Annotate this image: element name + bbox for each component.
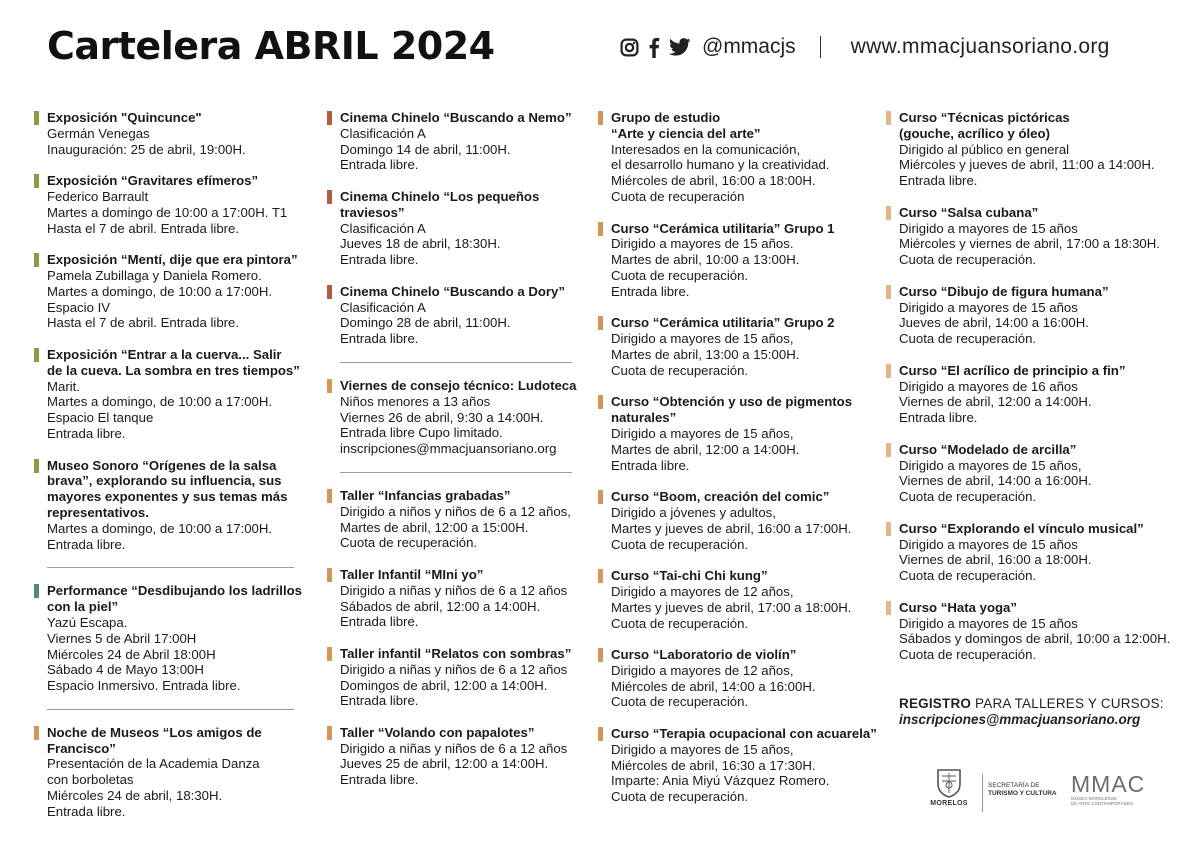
section-divider (340, 472, 572, 473)
event-detail: Miércoles de abril, 14:00 a 16:00H. (611, 678, 816, 694)
mmac-logo (1071, 772, 1145, 806)
registration-label-rest: PARA TALLERES Y CURSOS: (971, 696, 1164, 711)
event-detail: Dirigido a niñas y niños de 6 a 12 años (340, 582, 568, 598)
column-3 (598, 110, 880, 805)
event-detail: Entrada libre. (340, 157, 419, 173)
event-detail: con borboletas (47, 772, 134, 788)
event-title: Curso “Laboratorio de violín” (611, 647, 797, 663)
event-entry (327, 189, 582, 268)
event-entry (886, 442, 1186, 505)
event-detail: Miércoles y viernes de abril, 17:00 a 18:30H. (899, 236, 1160, 252)
event-title: Noche de Museos “Los amigos de (47, 724, 262, 740)
event-detail: Hasta el 7 de abril. Entrada libre. (47, 220, 240, 236)
twitter-icon[interactable] (669, 38, 691, 56)
event-detail: Dirigido a mayores de 15 años (899, 220, 1078, 236)
event-detail: Dirigido a mayores de 15 años, (899, 457, 1082, 473)
event-title: Curso “Tai-chi Chi kung” (611, 568, 768, 584)
event-detail[interactable]: inscripciones@mmacjuansoriano.org (340, 441, 557, 457)
event-detail: Cuota de recuperación. (899, 331, 1037, 347)
event-detail: Imparte: Ania Miyú Vázquez Romero. (611, 773, 830, 789)
event-entry (34, 583, 304, 694)
event-detail: Martes a domingo de 10:00 a 17:00H. T1 (47, 204, 288, 220)
event-entry (327, 110, 582, 173)
header-divider (820, 36, 821, 58)
event-detail: Federico Barrault (47, 188, 149, 204)
event-detail: Viernes de abril, 14:00 a 16:00H. (899, 473, 1092, 489)
event-detail: Entrada libre. (899, 410, 978, 426)
event-detail: Jueves de abril, 14:00 a 16:00H. (899, 315, 1089, 331)
mmac-subtitle-1: MUSEO MORELENSE (1071, 796, 1118, 801)
event-detail: Domingo 14 de abril, 11:00H. (340, 141, 511, 157)
website-link[interactable]: www.mmacjuansoriano.org (850, 35, 1110, 58)
registration-label (899, 696, 1164, 712)
event-detail: Martes y jueves de abril, 16:00 a 17:00H. (611, 520, 852, 536)
event-title: Taller infantil “Relatos con sombras” (340, 645, 572, 661)
event-entry (327, 725, 582, 788)
event-title: Taller “Infancias grabadas” (340, 487, 511, 503)
event-detail: Sábado 4 de Mayo 13:00H (47, 662, 204, 678)
event-detail: Dirigido al público en general (899, 141, 1070, 157)
event-detail: Clasificación A (340, 299, 426, 315)
event-title: Exposición “Mentí, dije que era pintora” (47, 252, 298, 268)
event-detail: Espacio El tanque (47, 410, 154, 426)
event-detail: Clasificación A (340, 125, 426, 141)
event-detail: Viernes de abril, 12:00 a 14:00H. (899, 394, 1092, 410)
column-1 (34, 110, 304, 820)
event-entry (598, 221, 880, 300)
section-divider (47, 709, 294, 710)
event-title: Francisco” (47, 740, 116, 756)
event-detail: Cuota de recuperación. (611, 789, 749, 805)
event-title: Exposición “Entrar a la cuerva... Salir (47, 346, 282, 362)
registration-box (899, 696, 1164, 728)
event-title: Performance “Desdibujando los ladrillos (47, 583, 303, 599)
event-detail: Cuota de recuperación. (899, 489, 1037, 505)
event-detail: Inauguración: 25 de abril, 19:00H. (47, 141, 246, 157)
event-detail: Hasta el 7 de abril. Entrada libre. (47, 315, 240, 331)
registration-email[interactable]: inscripciones@mmacjuansoriano.org (899, 712, 1141, 727)
event-entry (34, 173, 304, 236)
event-detail: Martes de abril, 12:00 a 15:00H. (340, 519, 529, 535)
mmac-wordmark: MMAC (1071, 771, 1146, 797)
event-detail: Germán Venegas (47, 125, 150, 141)
event-detail: Martes a domingo, de 10:00 a 17:00H. (47, 394, 273, 410)
event-detail: Martes a domingo, de 10:00 a 17:00H. (47, 283, 273, 299)
header (0, 0, 1200, 90)
page-title: Cartelera ABRIL 2024 (47, 24, 495, 68)
event-detail: Entrada libre. (340, 614, 419, 630)
event-detail: Martes de abril, 12:00 a 14:00H. (611, 441, 800, 457)
event-entry (598, 568, 880, 631)
secretaria-line-2: TURISMO Y CULTURA (988, 790, 1057, 797)
event-detail: Domingos de abril, 12:00 a 14:00H. (340, 677, 548, 693)
event-detail: Miércoles de abril, 16:00 a 18:00H. (611, 173, 816, 189)
event-title: Viernes de consejo técnico: Ludoteca (340, 377, 577, 393)
event-detail: Domingo 28 de abril, 11:00H. (340, 315, 511, 331)
event-detail: Entrada libre Cupo limitado. (340, 425, 503, 441)
event-detail: Dirigido a mayores de 12 años, (611, 583, 794, 599)
event-entry (598, 110, 880, 205)
event-detail: Dirigido a mayores de 15 años. (611, 236, 794, 252)
event-detail: Cuota de recuperación. (611, 536, 749, 552)
event-entry (886, 600, 1186, 663)
event-detail: Pamela Zubillaga y Daniela Romero. (47, 267, 262, 283)
event-detail: Martes de abril, 10:00 a 13:00H. (611, 252, 800, 268)
event-detail: Martes a domingo, de 10:00 a 17:00H. (47, 520, 273, 536)
event-detail: Jueves 25 de abril, 12:00 a 14:00H. (340, 756, 549, 772)
logo-divider (982, 774, 983, 812)
event-detail: Yazú Escapa. (47, 614, 128, 630)
event-entry (34, 110, 304, 157)
event-detail: Presentación de la Academia Danza (47, 756, 260, 772)
event-detail: Dirigido a mayores de 12 años, (611, 662, 794, 678)
event-title: de la cueva. La sombra en tres tiempos” (47, 362, 300, 378)
event-detail: Clasificación A (340, 220, 426, 236)
secretaria-line-1: SECRETARÍA DE (988, 782, 1040, 789)
event-detail: Miércoles de abril, 16:30 a 17:30H. (611, 757, 816, 773)
secretaria-logo (988, 782, 1057, 798)
event-detail: Interesados en la comunicación, (611, 141, 801, 157)
event-detail: Sábados y domingos de abril, 10:00 a 12:00H. (899, 631, 1171, 647)
registration-label-bold: REGISTRO (899, 696, 972, 711)
event-entry (327, 567, 582, 630)
event-title: naturales” (611, 410, 677, 426)
event-title: Curso “Salsa cubana” (899, 204, 1039, 220)
event-detail: Espacio IV (47, 299, 111, 315)
event-detail: Sábados de abril, 12:00 a 14:00H. (340, 598, 541, 614)
instagram-icon[interactable] (620, 38, 639, 57)
event-title: brava”, explorando su influencia, sus (47, 473, 282, 489)
event-detail: Cuota de recuperación. (611, 615, 749, 631)
event-detail: Entrada libre. (611, 457, 690, 473)
event-detail: Niños menores a 13 años (340, 393, 491, 409)
event-detail: Dirigido a niñas y niños de 6 a 12 años (340, 740, 568, 756)
morelos-text: MORELOS (930, 800, 968, 807)
event-entry (886, 521, 1186, 584)
event-entry (327, 488, 582, 551)
event-detail: Marit. (47, 378, 80, 394)
event-detail: Cuota de recuperación. (611, 694, 749, 710)
event-detail: el desarrollo humano y la creatividad. (611, 157, 830, 173)
event-entry (886, 205, 1186, 268)
event-title: “Arte y ciencia del arte” (611, 125, 761, 141)
event-entry (886, 110, 1186, 189)
mmac-subtitle-2: DE ARTE CONTEMPORÁNEO (1071, 801, 1134, 806)
event-title: Grupo de estudio (611, 110, 721, 125)
event-entry (34, 458, 304, 553)
event-detail: Cuota de recuperación. (611, 362, 749, 378)
event-detail: Miércoles 24 de Abril 18:00H (47, 646, 216, 662)
event-detail: Dirigido a mayores de 16 años (899, 378, 1078, 394)
event-entry (886, 363, 1186, 426)
event-title: Curso “Cerámica utilitaria” Grupo 2 (611, 315, 835, 331)
event-title: (gouche, acrílico y óleo) (899, 125, 1050, 141)
event-detail: Dirigido a mayores de 15 años, (611, 331, 794, 347)
event-entry (598, 315, 880, 378)
column-2 (327, 110, 582, 788)
event-entry (598, 394, 880, 473)
event-detail: Dirigido a mayores de 15 años, (611, 741, 794, 757)
event-title: Exposición "Quincunce" (47, 110, 202, 125)
event-title: con la piel” (47, 599, 119, 615)
event-detail: Dirigido a mayores de 15 años (899, 299, 1078, 315)
morelos-shield-icon (936, 768, 962, 798)
event-detail: Entrada libre. (340, 772, 419, 788)
section-divider (47, 567, 294, 568)
event-detail: Entrada libre. (899, 173, 978, 189)
event-title: Curso “Cerámica utilitaria” Grupo 1 (611, 220, 835, 236)
event-detail: Cuota de recuperación. (899, 252, 1037, 268)
event-detail: Miércoles y jueves de abril, 11:00 a 14:00H. (899, 157, 1155, 173)
event-entry (34, 725, 304, 820)
social-bar (620, 33, 1110, 61)
event-title: Cinema Chinelo “Buscando a Nemo” (340, 110, 572, 125)
event-detail: Cuota de recuperación. (340, 535, 478, 551)
event-detail: Viernes de abril, 16:00 a 18:00H. (899, 552, 1092, 568)
column-4 (886, 110, 1186, 663)
morelos-logo (925, 768, 973, 807)
event-detail: Dirigido a mayores de 15 años, (611, 425, 794, 441)
event-title: Curso “Terapia ocupacional con acuarela” (611, 726, 877, 742)
event-detail: Entrada libre. (340, 252, 419, 268)
event-title: Taller Infantil “MIni yo” (340, 566, 484, 582)
event-detail: Cuota de recuperación. (611, 267, 749, 283)
event-entry (598, 647, 880, 710)
event-detail: Martes de abril, 13:00 a 15:00H. (611, 346, 800, 362)
event-entry (598, 489, 880, 552)
event-title: Curso “Boom, creación del comic” (611, 489, 830, 505)
event-entry (598, 726, 880, 805)
event-detail: Miércoles 24 de abril, 18:30H. (47, 788, 223, 804)
event-entry (327, 378, 582, 457)
social-handle[interactable]: @mmacjs (702, 35, 796, 58)
sponsor-logos (925, 768, 1175, 816)
event-detail: Dirigido a mayores de 15 años (899, 615, 1078, 631)
event-detail: Entrada libre. (340, 693, 419, 709)
event-entry (34, 347, 304, 442)
event-detail: Cuota de recuperación. (899, 647, 1037, 663)
event-title: Museo Sonoro “Orígenes de la salsa (47, 457, 277, 473)
event-title: Cinema Chinelo “Buscando a Dory” (340, 283, 565, 299)
event-detail: Cuota de recuperación. (899, 568, 1037, 584)
event-entry (327, 646, 582, 709)
event-entry (886, 284, 1186, 347)
event-title: Curso “Técnicas pictóricas (899, 110, 1070, 125)
event-detail: Dirigido a niñas y niños de 6 a 12 años (340, 661, 568, 677)
event-detail: Entrada libre. (47, 425, 126, 441)
event-detail: Espacio Inmersivo. Entrada libre. (47, 678, 241, 694)
event-detail: Viernes 5 de Abril 17:00H (47, 630, 197, 646)
event-entry (34, 252, 304, 331)
event-title: Curso “Dibujo de figura humana” (899, 283, 1109, 299)
event-detail: Jueves 18 de abril, 18:30H. (340, 236, 501, 252)
event-title: Curso “Explorando el vínculo musical” (899, 520, 1144, 536)
event-title: Curso “Hata yoga” (899, 599, 1017, 615)
facebook-icon[interactable] (648, 37, 660, 58)
event-entry (327, 284, 582, 347)
event-title: Cinema Chinelo “Los pequeños (340, 188, 540, 204)
event-title: representativos. (47, 504, 149, 520)
event-detail: Dirigido a mayores de 15 años (899, 536, 1078, 552)
event-title: Curso “El acrílico de principio a fin” (899, 362, 1126, 378)
event-detail: Dirigido a jóvenes y adultos, (611, 504, 776, 520)
event-title: Taller “Volando con papalotes” (340, 724, 535, 740)
event-title: traviesos” (340, 204, 405, 220)
event-detail: Entrada libre. (47, 803, 126, 819)
event-detail: Dirigido a niños y niños de 6 a 12 años, (340, 503, 571, 519)
event-title: Exposición “Gravitares efímeros” (47, 173, 259, 189)
event-detail: Entrada libre. (340, 331, 419, 347)
event-detail: Martes y jueves de abril, 17:00 a 18:00H. (611, 599, 852, 615)
event-detail: Entrada libre. (47, 536, 126, 552)
event-detail: Cuota de recuperación (611, 188, 745, 204)
event-detail: Viernes 26 de abril, 9:30 a 14:00H. (340, 409, 544, 425)
event-detail: Entrada libre. (611, 283, 690, 299)
section-divider (340, 362, 572, 363)
event-title: mayores exponentes y sus temas más (47, 489, 288, 505)
event-title: Curso “Modelado de arcilla” (899, 441, 1077, 457)
event-title: Curso “Obtención y uso de pigmentos (611, 394, 853, 410)
